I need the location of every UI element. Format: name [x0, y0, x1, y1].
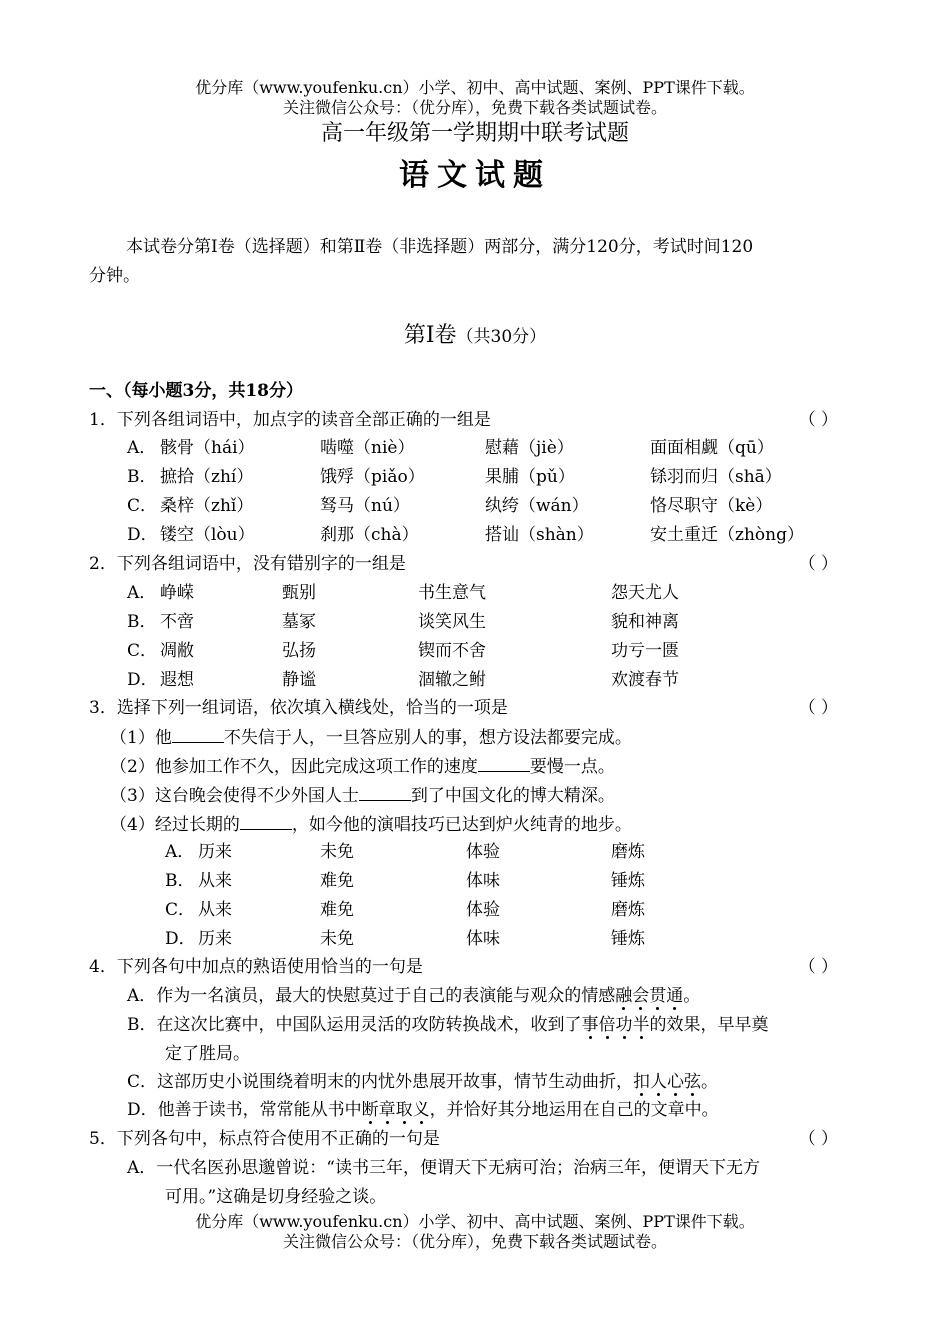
q4-option-c: C．这部历史小说围绕着明末的内忧外患展开故事，情节生动曲折，扣人心弦。: [127, 1072, 719, 1092]
q3-stem: 3．选择下列一组词语，依次填入横线处，恰当的一项是: [89, 698, 508, 718]
part-score: （共30分）: [456, 327, 547, 347]
footer-line-2: 关注微信公众号：（优分库），免费下载各类试题试卷。: [282, 1232, 667, 1251]
emphasis-char: 义: [412, 1100, 430, 1120]
q3-answer-paren: （ ）: [798, 698, 838, 718]
q3-sentence-2: （2）他参加工作不久，因此完成这项工作的速度 要慢一点。: [110, 757, 615, 777]
emphasis-char: 半: [632, 1015, 650, 1035]
emphasis-char: 断: [361, 1100, 379, 1120]
emphasis-char: 会: [632, 986, 650, 1006]
emphasis-char: 弦: [684, 1072, 702, 1092]
emphasis-char: 事: [581, 1015, 599, 1035]
q4-a-idiom: [615, 986, 683, 1006]
emphasis-char: 章: [378, 1100, 396, 1120]
emphasis-char: 融: [615, 986, 633, 1006]
q1-stem: 1．下列各组词语中，加点字的读音全部正确的一组是: [89, 410, 491, 430]
q5-option-a-line-1: A．一代名医孙思邈曾说：“读书三年，便谓天下无病可治；治病三年，便谓天下无方: [127, 1158, 760, 1178]
emphasis-char: 扣: [633, 1072, 651, 1092]
intro-line-1: 本试卷分第Ⅰ卷（选择题）和第Ⅱ卷（非选择题）两部分，满分120分，考试时间120: [126, 237, 754, 257]
exam-title: 语文试题: [399, 158, 551, 193]
q5-answer-paren: （ ）: [798, 1129, 838, 1149]
q3-sentence-1: （1）他 不失信于人，一旦答应别人的事，想方设法都要完成。: [110, 728, 632, 748]
q4-b-idiom: [582, 1015, 650, 1035]
q4-option-b-line-2: 定了胜局。: [165, 1044, 250, 1064]
q2-stem: 2．下列各组词语中，没有错别字的一组是: [89, 554, 406, 574]
q4-option-a: A．作为一名演员，最大的快慰莫过于自己的表演能与观众的情感融会贯通。: [127, 986, 701, 1006]
q4-c-idiom: [633, 1072, 701, 1092]
emphasis-char: 倍: [598, 1015, 616, 1035]
intro-line-2: 分钟。: [89, 266, 140, 286]
blank-2: [478, 755, 530, 772]
header-line-1: 优分库（www.youfenku.cn）小学、初中、高中试题、案例、PPT课件下载。: [195, 78, 755, 97]
emphasis-char: 心: [667, 1072, 685, 1092]
q3-sentence-4: （4）经过长期的 ，如今他的演唱技巧已达到炉火纯青的地步。: [110, 815, 632, 835]
q4-d-idiom: [362, 1100, 430, 1120]
emphasis-char: 人: [650, 1072, 668, 1092]
header-line-2: 关注微信公众号：（优分库），免费下载各类试题试卷。: [282, 98, 667, 117]
blank-3: [359, 784, 411, 801]
q4-option-b-line-1: B．在这次比赛中，中国队运用灵活的攻防转换战术，收到了事倍功半的效果，早早奠: [127, 1015, 769, 1035]
q4-option-d: D．他善于读书，常常能从书中断章取义，并恰好其分地运用在自己的文章中。: [127, 1100, 719, 1120]
q2-answer-paren: （ ）: [798, 554, 838, 574]
exam-subtitle: 高一年级第一学期期中联考试题: [320, 121, 629, 146]
q3-sentence-3: （3）这台晚会使得不少外国人士 到了中国文化的博大精深。: [110, 786, 615, 806]
part-title: 第Ⅰ卷: [403, 323, 457, 348]
blank-1: [172, 726, 224, 743]
section-1-heading: 一、（每小题3分，共18分）: [89, 381, 303, 401]
q4-answer-paren: （ ）: [798, 957, 838, 977]
q5-option-a-line-2: 可用。”这确是切身经验之谈。: [165, 1187, 387, 1207]
emphasis-char: 贯: [649, 986, 667, 1006]
footer-line-1: 优分库（www.youfenku.cn）小学、初中、高中试题、案例、PPT课件下载。: [195, 1212, 755, 1231]
emphasis-char: 取: [395, 1100, 413, 1120]
emphasis-char: 通: [666, 986, 684, 1006]
q1-answer-paren: （ ）: [798, 410, 838, 430]
emphasis-char: 功: [615, 1015, 633, 1035]
q5-stem: 5．下列各句中，标点符合使用不正确的一句是: [89, 1129, 440, 1149]
blank-4: [240, 813, 292, 830]
q4-stem: 4．下列各句中加点的熟语使用恰当的一句是: [89, 957, 423, 977]
part-heading: [0, 322, 950, 351]
